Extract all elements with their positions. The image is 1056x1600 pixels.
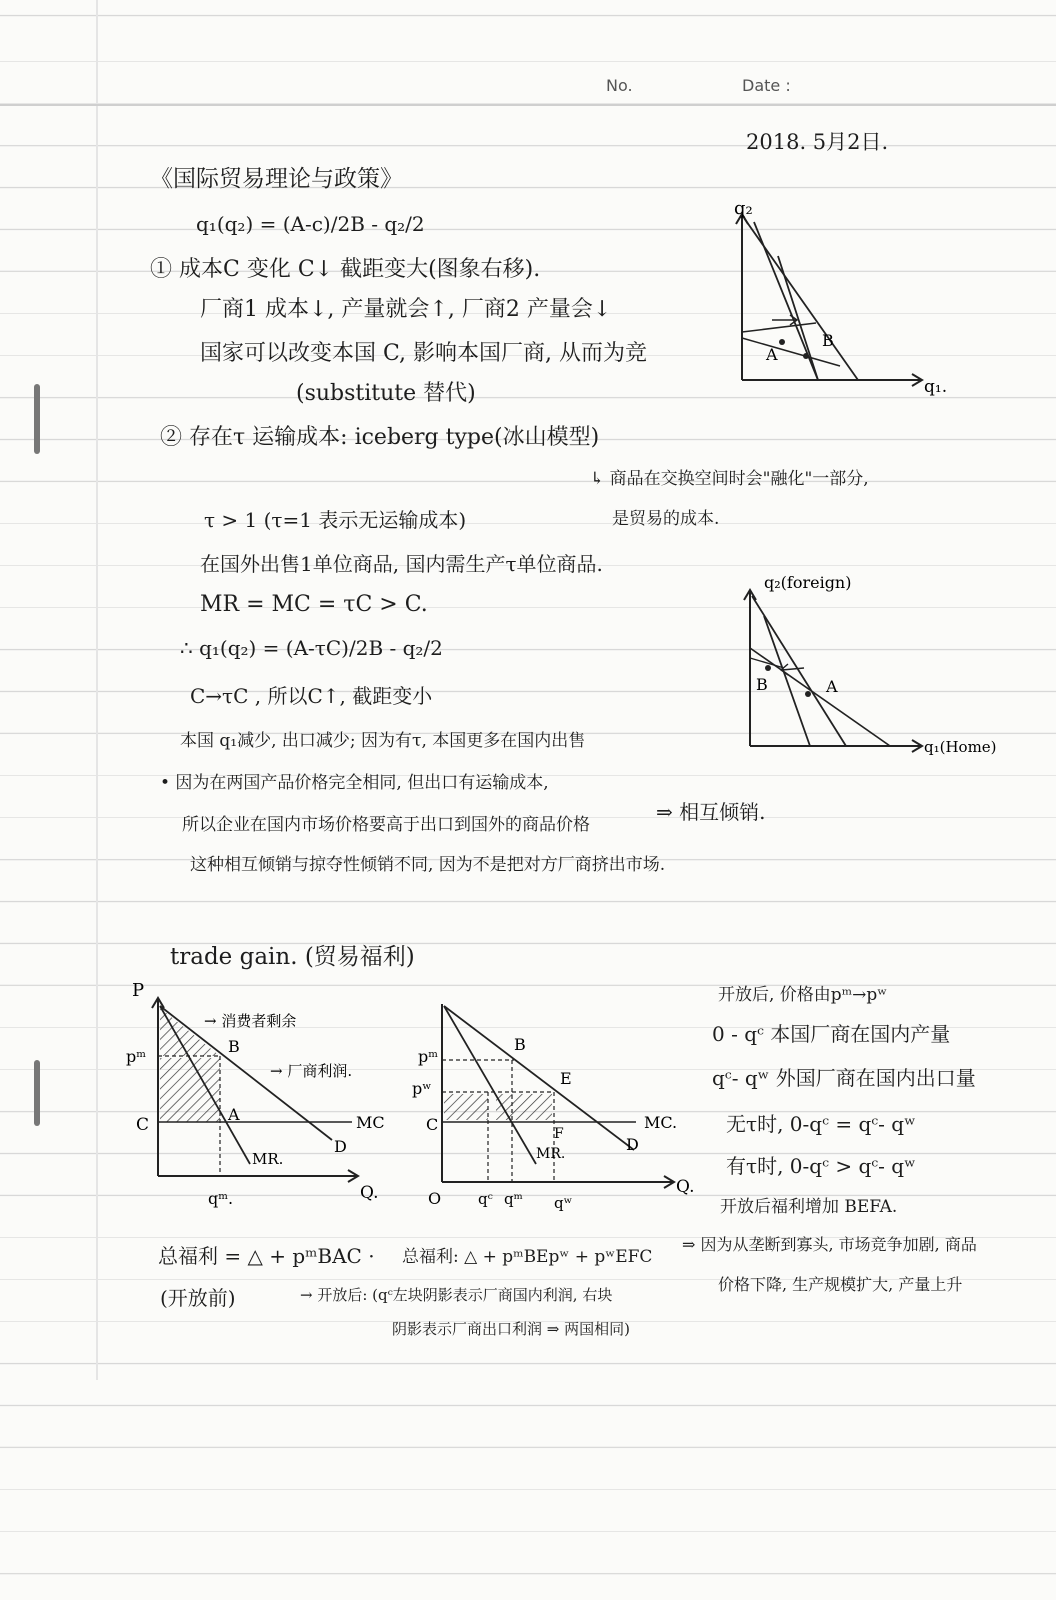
header-rule bbox=[0, 104, 1056, 106]
right-note-4: 无τ时, 0-qᶜ = qᶜ- qʷ bbox=[726, 1112, 916, 1136]
conclusion-2: 价格下降, 生产规模扩大, 产量上升 bbox=[718, 1275, 963, 1294]
monopoly-welfare-graph bbox=[120, 980, 420, 1220]
g4-e: E bbox=[560, 1069, 572, 1088]
after-note-1: → 开放后: (qᶜ左块阴影表示厂商国内利润, 右块 bbox=[300, 1286, 613, 1304]
total-welfare-before: 总福利 = △ + pᵐBAC · bbox=[158, 1244, 375, 1268]
g2-point-a: A bbox=[826, 677, 838, 696]
g4-qw: qʷ bbox=[554, 1194, 573, 1212]
s2-bullet-1: • 因为在两国产品价格完全相同, 但出口有运输成本, bbox=[160, 773, 549, 793]
right-note-6: 开放后福利增加 BEFA. bbox=[720, 1197, 898, 1217]
g3-d: D bbox=[334, 1137, 347, 1156]
g4-mc: MC. bbox=[644, 1113, 678, 1132]
no-label: No. bbox=[606, 76, 633, 95]
before-label: (开放前) bbox=[160, 1286, 236, 1310]
g1-point-b: B bbox=[822, 331, 834, 350]
g2-point-b: B bbox=[756, 675, 768, 694]
right-note-2: 0 - qᶜ 本国厂商在国内产量 bbox=[712, 1022, 951, 1046]
reaction-curve-graph-1 bbox=[720, 196, 960, 408]
g4-pw: pʷ bbox=[412, 1079, 432, 1098]
g3-q: Q. bbox=[360, 1183, 379, 1203]
point-2: ② 存在τ 运输成本: iceberg type(冰山模型) bbox=[160, 425, 600, 450]
binding-mark bbox=[34, 384, 40, 454]
page-title: 《国际贸易理论与政策》 bbox=[150, 166, 403, 192]
g3-c: C bbox=[136, 1115, 150, 1135]
s2-line-5: 本国 q₁减少, 出口减少; 因为有τ, 本国更多在国内出售 bbox=[180, 731, 586, 751]
date-value: 2018. 5月2日. bbox=[746, 130, 889, 154]
total-welfare-after: 总福利: △ + pᵐBEpʷ + pʷEFC bbox=[402, 1247, 653, 1267]
g4-q: Q. bbox=[676, 1177, 695, 1197]
right-note-1: 开放后, 价格由pᵐ→pʷ bbox=[718, 985, 888, 1005]
formula-1: q₁(q₂) = (A-c)/2B - q₂/2 bbox=[196, 212, 425, 236]
g4-d: D bbox=[626, 1135, 639, 1154]
g3-a: A bbox=[228, 1105, 240, 1124]
s2-line-6: 这种相互倾销与掠夺性倾销不同, 因为不是把对方厂商挤出市场. bbox=[190, 855, 666, 875]
g4-b: B bbox=[514, 1035, 526, 1054]
g3-mc: MC bbox=[356, 1113, 385, 1132]
g2-y-label: q₂(foreign) bbox=[764, 573, 852, 592]
conclusion-1: ⇒ 因为从垄断到寡头, 市场竞争加剧, 商品 bbox=[682, 1235, 977, 1254]
open-trade-welfare-graph bbox=[404, 994, 704, 1220]
g1-point-a: A bbox=[766, 345, 778, 364]
after-note-2: 阴影表示厂商出口利润 ⇒ 两国相同) bbox=[392, 1320, 630, 1338]
s1-line-4: (substitute 替代) bbox=[296, 381, 476, 406]
g4-pm: pᵐ bbox=[418, 1047, 439, 1066]
trade-gain-heading: trade gain. (贸易福利) bbox=[170, 944, 415, 970]
s2-note-1: ↳ 商品在交换空间时会"融化"一部分, bbox=[590, 469, 869, 489]
s1-line-2: 厂商1 成本↓, 产量就会↑, 厂商2 产量会↓ bbox=[200, 297, 612, 322]
g1-x-label: q₁. bbox=[924, 377, 948, 397]
g1-y-label: q₂ bbox=[734, 198, 753, 219]
g3-p: P bbox=[132, 980, 145, 1001]
g3-pm: pᵐ bbox=[126, 1047, 147, 1066]
s2-line-1: τ > 1 (τ=1 表示无运输成本) bbox=[204, 508, 467, 532]
s2-bullet-2: 所以企业在国内市场价格要高于出口到国外的商品价格 bbox=[182, 815, 590, 835]
binding-mark bbox=[34, 1060, 40, 1126]
s1-line-3: 国家可以改变本国 C, 影响本国厂商, 从而为竞 bbox=[200, 341, 648, 366]
g3-b: B bbox=[228, 1037, 240, 1056]
g4-o: O bbox=[428, 1189, 442, 1208]
g3-firm-profit: → 厂商利润. bbox=[270, 1062, 353, 1080]
date-label: Date : bbox=[742, 76, 791, 95]
s2-bullet-result: ⇒ 相互倾销. bbox=[656, 800, 766, 824]
g4-qm: qᵐ bbox=[504, 1190, 523, 1208]
right-note-3: qᶜ- qʷ 外国厂商在国内出口量 bbox=[712, 1066, 976, 1090]
formula-2: ∴ q₁(q₂) = (A-τC)/2B - q₂/2 bbox=[180, 636, 443, 660]
g3-consumer-surplus: → 消费者剩余 bbox=[204, 1012, 297, 1030]
g4-mr: MR. bbox=[536, 1146, 566, 1162]
s2-line-4: C→τC , 所以C↑, 截距变小 bbox=[190, 684, 433, 708]
reaction-curve-graph-2 bbox=[728, 570, 1028, 770]
g2-x-label: q₁(Home) bbox=[924, 738, 997, 756]
s2-line-3: MR = MC = τC > C. bbox=[200, 592, 428, 617]
margin-line bbox=[96, 0, 98, 1380]
g4-f: F bbox=[554, 1126, 564, 1142]
g4-qc: qᶜ bbox=[478, 1190, 493, 1208]
g4-c: C bbox=[426, 1115, 439, 1134]
right-note-5: 有τ时, 0-qᶜ > qᶜ- qʷ bbox=[726, 1154, 916, 1178]
g3-qm: qᵐ. bbox=[208, 1189, 234, 1208]
s2-note-2: 是贸易的成本. bbox=[612, 509, 720, 529]
s2-line-2: 在国外出售1单位商品, 国内需生产τ单位商品. bbox=[200, 552, 603, 576]
g3-mr: MR. bbox=[252, 1150, 284, 1168]
point-1: ① 成本C 变化 C↓ 截距变大(图象右移). bbox=[150, 257, 541, 282]
